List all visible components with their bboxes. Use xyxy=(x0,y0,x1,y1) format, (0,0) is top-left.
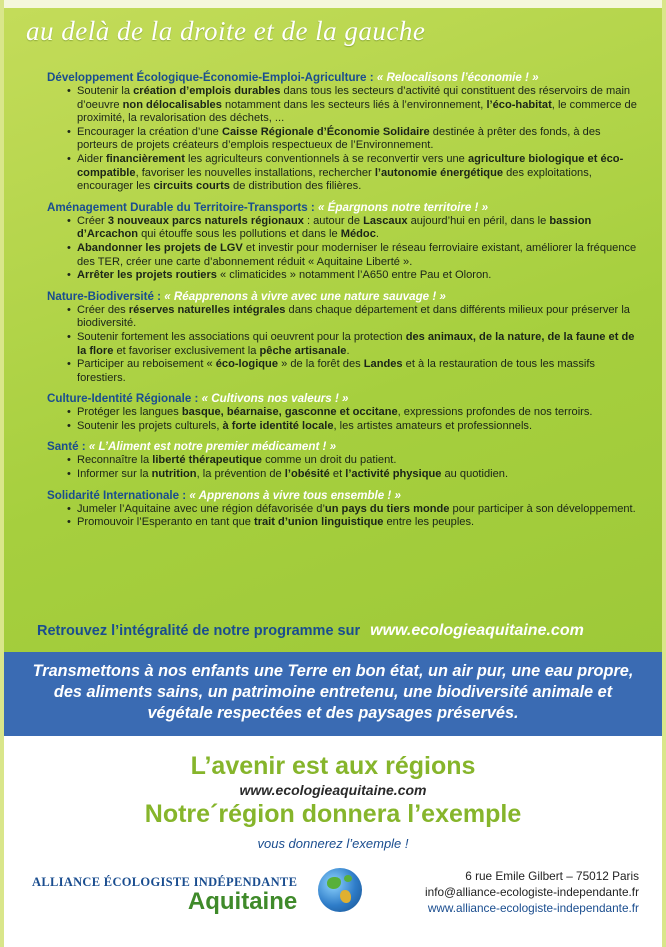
org-name: ALLIANCE ÉCOLOGISTE INDÉPENDANTE xyxy=(32,875,298,889)
left-edge xyxy=(0,0,4,947)
section-heading xyxy=(47,391,637,406)
list-item: • Aider financièrement les agriculteurs conventionnels à se reconvertir vers une agriculture biologique et éco-compatible, favoriser les nouvelles installations, rechercher l’autonomie énergétique des exploitations, encourager les circuits courts de distribution des filières. xyxy=(77,153,637,194)
section-solidarite xyxy=(47,488,637,530)
address: 6 rue Emile Gilbert – 75012 Paris xyxy=(465,869,639,883)
section-title: Solidarité Internationale : xyxy=(47,488,187,502)
section-slogan: « L’Aliment est notre premier médicament ! » xyxy=(88,440,337,454)
list-item: • Créer des réserves naturelles intégrales dans chaque département et dans différents milieux pour préserver la biodiversité. xyxy=(77,304,637,331)
section-heading xyxy=(47,70,637,85)
program-text: Retrouvez l’intégralité de notre programme sur xyxy=(37,623,361,639)
list-item: • Encourager la création d’une Caisse Régionale d’Économie Solidaire destinée à prêter des fonds, à des porteurs de projets créateurs d’emplois respectueux de l’Environnement. xyxy=(77,126,637,153)
contact-block xyxy=(425,868,639,916)
org-logo xyxy=(32,875,297,916)
list-item: • Protéger les langues basque, béarnaise, gasconne et occitane, expressions profondes de nos terroirs. xyxy=(77,406,637,420)
section-slogan: « Réapprenons à vivre avec une nature sauvage ! » xyxy=(164,289,446,303)
section-list xyxy=(47,85,637,194)
section-title: Culture-Identité Régionale : xyxy=(47,392,199,406)
section-slogan: « Cultivons nos valeurs ! » xyxy=(201,392,349,406)
program-link-line xyxy=(37,622,647,640)
section-slogan: « Épargnons notre territoire ! » xyxy=(318,200,489,214)
list-item: • Soutenir les projets culturels, à forte identité locale, les artistes amateurs et professionnels. xyxy=(77,420,637,434)
section-slogan: « Apprenons à vivre tous ensemble ! » xyxy=(189,488,401,502)
section-sante xyxy=(47,439,637,481)
list-item: • Soutenir la création d’emplois durables dans tous les secteurs d’activité qui constituent des réservoirs de main d’oeuvre non délocalisables notamment dans les secteurs liés à l’environnement, l’éco-habitat, le commerce de proximité, la revalorisation des déchets, ... xyxy=(77,85,637,126)
section-slogan: « Relocalisons l’économie ! » xyxy=(376,71,539,84)
site-link[interactable]: www.ecologieaquitaine.com xyxy=(239,782,427,798)
subline-vous: vous donnerez l’exemple ! xyxy=(257,836,409,851)
section-list xyxy=(47,304,637,386)
section-economie xyxy=(47,70,637,194)
section-heading xyxy=(47,289,637,304)
list-item: • Promouvoir l’Esperanto en tant que trait d’union linguistique entre les peuples. xyxy=(77,516,637,530)
list-item: • Jumeler l’Aquitaine avec une région défavorisée d’un pays du tiers monde pour participer à son développement. xyxy=(77,503,637,517)
section-title: Nature-Biodiversité : xyxy=(47,289,162,303)
globe-icon xyxy=(318,868,362,912)
list-item: • Soutenir fortement les associations qui oeuvrent pour la protection des animaux, de la nature, de la faune et de la flore et favoriser exclusivement la pêche artisanale. xyxy=(77,331,637,358)
tagline: au delà de la droite et de la gauche xyxy=(26,16,426,46)
email-link[interactable]: info@alliance-ecologiste-independante.fr xyxy=(425,885,639,899)
org-region: Aquitaine xyxy=(187,888,298,915)
headline-avenir: L’avenir est aux régions xyxy=(190,752,476,780)
list-item: • Abandonner les projets de LGV et investir pour moderniser le réseau ferroviaire existant, améliorer la fréquence des TER, créer une carte d’abonnement réduit « Aquitaine Liberté ». xyxy=(77,242,637,269)
list-item: • Participer au reboisement « éco-logique » de la forêt des Landes et à la restauration de tous les massifs forestiers. xyxy=(77,358,637,385)
section-list xyxy=(47,503,637,530)
section-heading xyxy=(47,200,637,215)
section-heading xyxy=(47,439,637,454)
section-culture xyxy=(47,391,637,433)
section-title: Santé : xyxy=(47,440,86,454)
website-link[interactable]: www.alliance-ecologiste-independante.fr xyxy=(427,901,639,915)
section-territoire xyxy=(47,200,637,283)
section-list xyxy=(47,454,637,481)
section-nature xyxy=(47,289,637,386)
band-text: Transmettons à nos enfants une Terre en bon état, un air pur, une eau propre, des aliments sains, un patrimoine entretenu, une biodiversité animale et végétale respectées et des paysages préservés. xyxy=(32,662,634,722)
list-item: • Arrêter les projets routiers « climaticides » notamment l’A650 entre Pau et Oloron. xyxy=(77,269,637,283)
top-strip xyxy=(0,0,666,8)
section-list xyxy=(47,406,637,433)
list-item: • Créer 3 nouveaux parcs naturels régionaux : autour de Lascaux aujourd’hui en péril, dans le bassion d’Arcachon qui étouffe sous les pollutions et dans le Médoc. xyxy=(77,215,637,242)
program-url-link[interactable]: www.ecologieaquitaine.com xyxy=(370,622,584,639)
section-title: Aménagement Durable du Territoire-Transports : xyxy=(47,200,315,214)
section-title: Développement Écologique-Économie-Emploi-Agriculture : xyxy=(47,71,374,84)
list-item: • Reconnaître la liberté thérapeutique comme un droit du patient. xyxy=(77,454,637,468)
section-heading xyxy=(47,488,637,503)
list-item: • Informer sur la nutrition, la prévention de l’obésité et l’activité physique au quotidien. xyxy=(77,468,637,482)
message-band xyxy=(0,652,666,736)
right-edge xyxy=(662,0,666,947)
program-content xyxy=(47,70,637,536)
headline-donnera: Notre´région donnera l’exemple xyxy=(144,800,522,828)
section-list xyxy=(47,215,637,283)
